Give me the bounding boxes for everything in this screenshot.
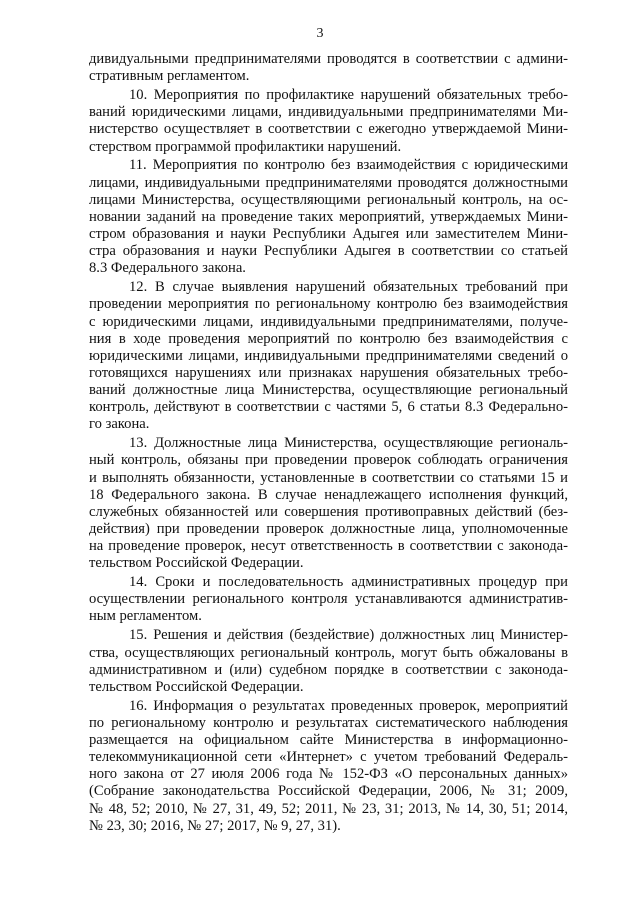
paragraph-line: контроль, действуют в соответствии с частями 5, 6 статьи 8.3 Федерально-: [89, 399, 568, 416]
paragraph-line: с юридическими лицами, индивидуальными предпринимателями, получе-: [89, 313, 568, 330]
paragraph-line: стерством программой профилактики нарушений.: [89, 138, 402, 155]
paragraph-line: стративным регламентом.: [89, 68, 250, 85]
paragraph-line: 10. Мероприятия по профилактике нарушений обязательных требо-: [129, 87, 568, 104]
paragraph-line: ния в ходе проведения мероприятий по контролю без взаимодействия с: [89, 330, 568, 347]
paragraph-line: ным регламентом.: [89, 608, 202, 625]
paragraph-line: новании заданий на проведение таких мероприятий, утверждаемых Мини-: [89, 208, 568, 225]
paragraph-line: 14. Сроки и последовательность административных процедур при: [129, 574, 568, 591]
paragraph-14: [89, 574, 568, 625]
paragraph-line: служебных обязанностей или совершения противоправных действий (без-: [89, 503, 568, 520]
paragraph-line: телекоммуникационной сети «Интернет» с учетом требований Федераль-: [89, 749, 568, 766]
paragraph-line: действия) при проведении проверок должностные лица, уполномоченные: [89, 520, 568, 537]
paragraph-12: [89, 279, 568, 433]
paragraph-line: 16. Информация о результатах проведенных проверок, мероприятий: [129, 697, 568, 714]
paragraph-line: го закона.: [89, 416, 150, 433]
paragraph-16: [89, 698, 568, 835]
paragraph-line: тельством Российской Федерации.: [89, 555, 304, 572]
document-body: [89, 51, 568, 835]
paragraph-line: и выполнять обязанности, установленные в соответствии со статьями 15 и: [89, 469, 568, 486]
paragraph-line: административном и (или) судебном порядке в соответствии с законода-: [89, 661, 568, 678]
paragraph-line: осуществлении регионального контроля устанавливаются административ-: [89, 591, 568, 608]
paragraph-line: 11. Мероприятия по контролю без взаимодействия с юридическими: [129, 157, 568, 174]
paragraph-line: 18 Федерального закона. В случае ненадлежащего исполнения функций,: [89, 486, 568, 503]
paragraph-line: проведении мероприятия по региональному контролю без взаимодействия: [89, 296, 568, 313]
paragraph-line: № 23, 30; 2016, № 27; 2017, № 9, 27, 31).: [89, 817, 341, 834]
paragraph-line: ваний должностные лица Министерства, осуществляющие региональный: [89, 382, 568, 399]
paragraph-line: ный контроль, обязаны при проведении проверок соблюдать ограничения: [89, 452, 568, 469]
paragraph-11: [89, 157, 568, 277]
paragraph-line: № 48, 52; 2010, № 27, 31, 49, 52; 2011, № 23, 31; 2013, № 14, 30, 51; 2014,: [89, 800, 568, 817]
paragraph-line: по региональному контролю и результатах систематического наблюдения: [89, 714, 568, 731]
paragraph-line: нистерство осуществляет в соответствии с ежегодно утверждаемой Мини-: [89, 121, 568, 138]
paragraph-line: 15. Решения и действия (бездействие) должностных лиц Министер-: [129, 627, 568, 644]
paragraph-line: тельством Российской Федерации.: [89, 678, 304, 695]
page-number: 3: [316, 26, 324, 41]
paragraph-line: лицами Министерства, осуществляющими региональный контроль, на ос-: [89, 191, 568, 208]
paragraph-line: ства, осуществляющих региональный контроль, могут быть обжалованы в: [89, 644, 568, 661]
paragraph-line: дивидуальными предпринимателями проводятся в соответствии с админи-: [89, 51, 568, 67]
paragraph-line: стром образования и науки Республики Адыгея или заместителем Мини-: [89, 226, 568, 242]
paragraph-line: ваний юридическими лицами, индивидуальными предпринимателями Ми-: [89, 104, 568, 121]
paragraph-line: (Собрание законодательства Российской Федерации, 2006, № 31; 2009,: [89, 783, 568, 800]
paragraph-line: 13. Должностные лица Министерства, осуществляющие региональ-: [129, 435, 568, 452]
paragraph-13: [89, 435, 568, 572]
paragraph-line: стра образования и науки Республики Адыгея в соответствии со статьей: [89, 243, 568, 260]
paragraph-line: лицами, индивидуальными предпринимателями проводятся должностными: [89, 174, 568, 191]
paragraph-line: юридическими лицами, индивидуальными предпринимателями сведений о: [89, 347, 568, 364]
paragraph-10: [89, 87, 568, 156]
paragraph-line: 8.3 Федерального закона.: [89, 260, 246, 277]
paragraph-line: ного закона от 27 июля 2006 года № 152-ФЗ «О персональных данных»: [89, 766, 568, 783]
paragraph-line: размещается на официальном сайте Министерства в информационно-: [89, 732, 568, 749]
paragraph-15: [89, 627, 568, 696]
paragraph-line: на проведение проверок, несут ответственность в соответствии с законода-: [89, 538, 568, 555]
paragraph-line: 12. В случае выявления нарушений обязательных требований при: [129, 279, 568, 296]
paragraph-continuation: [89, 51, 568, 85]
paragraph-line: готовящихся нарушениях или признаках нарушения обязательных требо-: [89, 364, 568, 381]
